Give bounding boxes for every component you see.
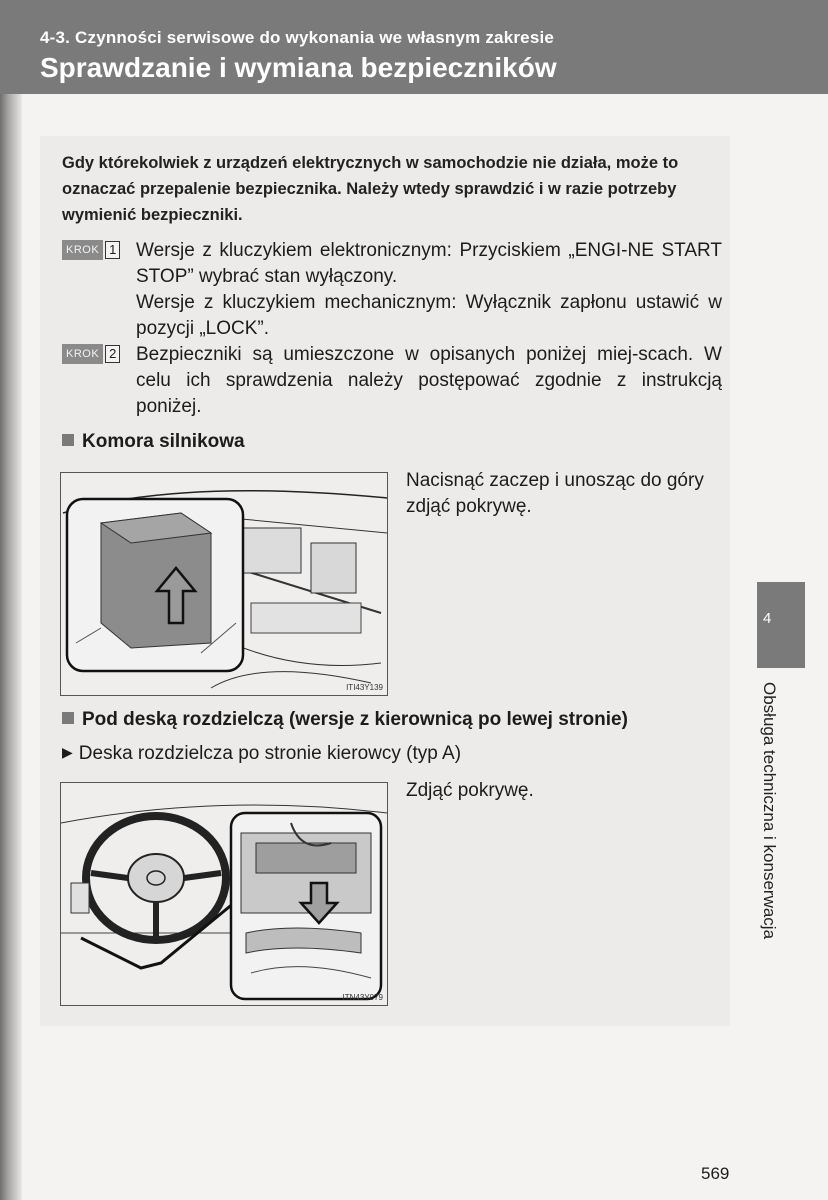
section-title-text: Pod deską rozdzielczą (wersje z kierownicą po lewej stronie) xyxy=(82,709,628,730)
section-title-dashboard xyxy=(62,708,628,732)
step-badge xyxy=(62,240,120,260)
step-badge-label: KROK xyxy=(62,240,103,260)
section-title-text: Komora silnikowa xyxy=(82,431,245,452)
chapter-side-label: Obsługa techniczna i konserwacja xyxy=(760,682,779,940)
chapter-subtitle: 4-3. Czynności serwisowe do wykonania we własnym zakresie xyxy=(40,28,555,47)
dashboard-illustration xyxy=(60,782,388,1006)
figure-code: ITN43Y079 xyxy=(342,993,383,1002)
step-text: Bezpieczniki są umieszczone w opisanych poniżej miej-scach. W celu ich sprawdzenia należy postępować zgodnie z instrukcją poniżej. xyxy=(136,344,722,417)
step-text: Wersje z kluczykiem elektronicznym: Przyciskiem „ENGI-NE START STOP” wybrać stan wyłączony. xyxy=(136,240,722,287)
engine-caption: Nacisnąć zaczep i unosząc do góry zdjąć pokrywę. xyxy=(406,470,704,517)
step-number: 1 xyxy=(105,241,120,259)
step-number: 2 xyxy=(105,345,120,363)
step-1 xyxy=(62,238,722,342)
intro-paragraph: Gdy którekolwiek z urządzeń elektrycznych w samochodzie nie działa, może to oznaczać przepalenie bezpiecznika. Należy wtedy sprawdzić i w razie potrzeby wymienić bezpieczniki. xyxy=(62,154,679,224)
square-bullet-icon xyxy=(62,712,74,724)
figure-code: ITI43Y139 xyxy=(346,683,383,692)
square-bullet-icon xyxy=(62,434,74,446)
bullet-dashboard-type xyxy=(62,740,461,766)
step-2 xyxy=(62,342,722,420)
step-badge-label: KROK xyxy=(62,344,103,364)
chapter-number: 4 xyxy=(763,610,772,627)
section-title-engine xyxy=(62,430,245,454)
dashboard-caption: Zdjąć pokrywę. xyxy=(406,780,534,801)
bullet-text: Deska rozdzielcza po stronie kierowcy (typ A) xyxy=(78,743,462,764)
page-edge-shadow xyxy=(0,0,22,1200)
page-header xyxy=(0,0,828,94)
page-title: Sprawdzanie i wymiana bezpieczników xyxy=(40,52,557,83)
chapter-tab xyxy=(757,582,805,668)
step-text-secondary: Wersje z kluczykiem mechanicznym: Wyłącznik zapłonu ustawić w pozycji „LOCK”. xyxy=(136,292,722,339)
step-badge xyxy=(62,344,120,364)
page-number: 569 xyxy=(701,1164,730,1183)
triangle-bullet-icon: ▶ xyxy=(62,744,73,760)
engine-bay-illustration xyxy=(60,472,388,696)
